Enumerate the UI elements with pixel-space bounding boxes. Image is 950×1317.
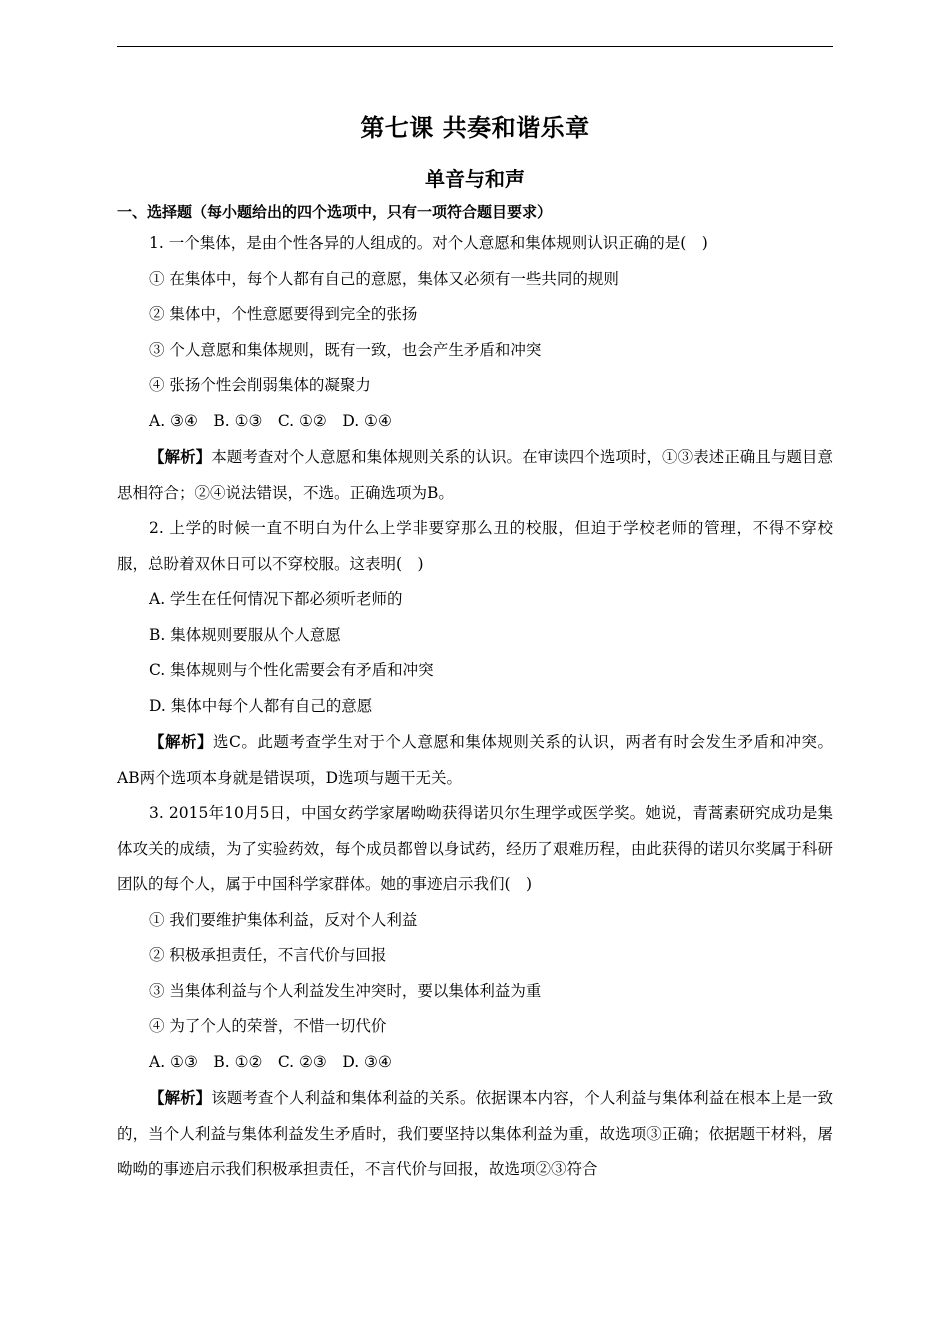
question-type-heading: 一、选择题（每小题给出的四个选项中，只有一项符合题目要求） — [117, 203, 553, 221]
question-option: ① 在集体中，每个人都有自己的意愿，集体又必须有一些共同的规则 — [149, 269, 619, 288]
analysis-text: 选C。此题考查学生对于个人意愿和集体规则关系的认识，两者有时会发生矛盾和冲突。AB两个选项本身就是错误项，D选项与题干无关。 — [117, 733, 833, 787]
question-option: ④ 为了个人的荣誉，不惜一切代价 — [149, 1017, 387, 1035]
section-subtitle: 单音与和声 — [425, 167, 525, 191]
question-option: C. 集体规则与个性化需要会有矛盾和冲突 — [149, 661, 434, 679]
answer-choices: A. ①③ B. ①② C. ②③ D. ③④ — [149, 1052, 392, 1071]
analysis-paragraph — [117, 1080, 833, 1188]
analysis-text: 该题考查个人利益和集体利益的关系。依据课本内容，个人利益与集体利益在根本上是一致的，当个人利益与集体利益发生矛盾时，我们要坚持以集体利益为重，故选项③正确；依据题干材料，屠呦呦的事迹启示我们积极承担责任，不言代价与回报，故选项②③符合 — [117, 1089, 833, 1178]
question-block — [117, 511, 833, 796]
question-option: A. 学生在任何情况下都必须听老师的 — [149, 590, 403, 608]
question-option: ② 集体中，个性意愿要得到完全的张扬 — [149, 305, 418, 323]
question-option: ③ 个人意愿和集体规则，既有一致，也会产生矛盾和冲突 — [149, 340, 542, 359]
question-block — [117, 796, 833, 1188]
question-stem: 1. 一个集体，是由个性各异的人组成的。对个人意愿和集体规则认识正确的是( ) — [149, 234, 708, 252]
question-stem: 2. 上学的时候一直不明白为什么上学非要穿那么丑的校服，但迫于学校老师的管理，不得不穿校服，总盼着双休日可以不穿校服。这表明( ) — [117, 519, 833, 573]
document-page — [117, 100, 833, 1188]
question-option: D. 集体中每个人都有自己的意愿 — [149, 696, 373, 715]
question-option: B. 集体规则要服从个人意愿 — [149, 625, 341, 644]
header-rule — [117, 46, 833, 47]
question-option: ④ 张扬个性会削弱集体的凝聚力 — [149, 376, 371, 394]
question-option: ③ 当集体利益与个人利益发生冲突时，要以集体利益为重 — [149, 981, 542, 1000]
question-block — [117, 226, 833, 511]
answer-choices: A. ③④ B. ①③ C. ①② D. ①④ — [149, 411, 392, 430]
question-stem: 3. 2015年10月5日，中国女药学家屠呦呦获得诺贝尔生理学或医学奖。她说，青蒿素研究成功是集体攻关的成绩，为了实验药效，每个成员都曾以身试药，经历了艰难历程，由此获得的诺贝尔奖属于科研团队的每个人，属于中国科学家群体。她的事迹启示我们( ) — [117, 804, 833, 893]
analysis-paragraph — [117, 724, 833, 796]
analysis-text: 本题考查对个人意愿和集体规则关系的认识。在审读四个选项时，①③表述正确且与题目意思相符合；②④说法错误，不选。正确选项为B。 — [117, 448, 833, 502]
analysis-tag: 【解析】 — [149, 447, 212, 466]
lesson-title: 第七课 共奏和谐乐章 — [360, 114, 590, 142]
analysis-tag: 【解析】 — [149, 1088, 212, 1107]
analysis-paragraph — [117, 439, 833, 511]
question-option: ① 我们要维护集体利益，反对个人利益 — [149, 910, 418, 929]
question-option: ② 积极承担责任，不言代价与回报 — [149, 946, 387, 964]
analysis-tag: 【解析】 — [149, 732, 214, 751]
